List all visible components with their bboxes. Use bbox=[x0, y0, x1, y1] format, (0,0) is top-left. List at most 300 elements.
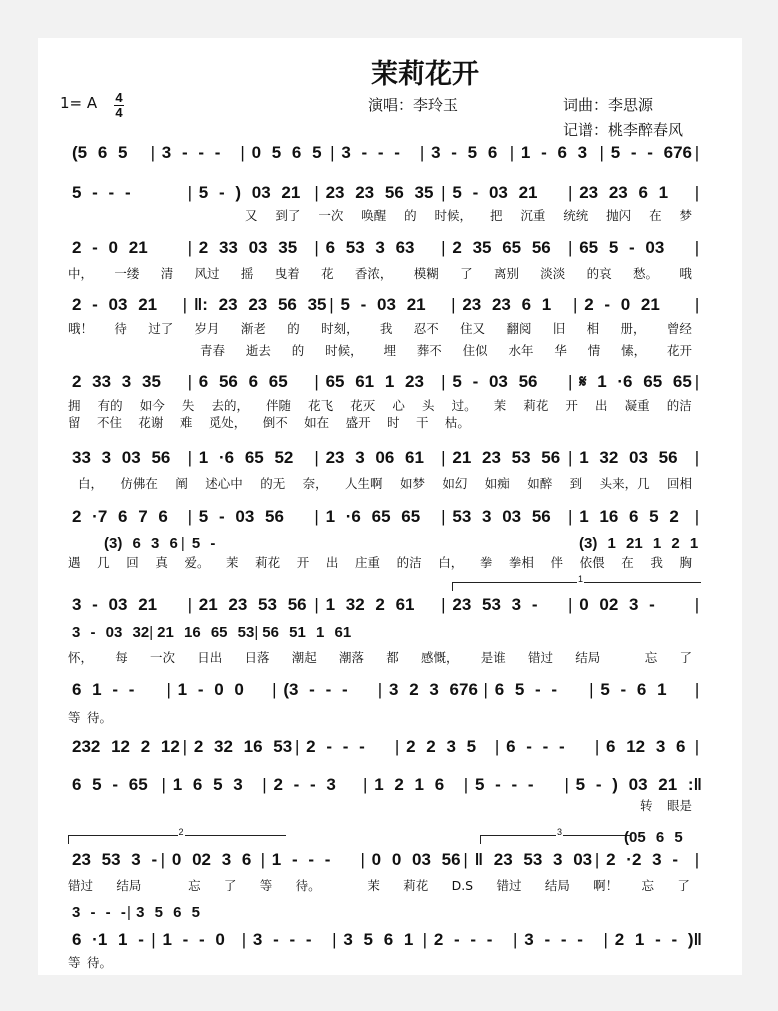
bar-line: | bbox=[260, 850, 265, 869]
measure: 2 - 03 21 bbox=[72, 295, 158, 314]
lyric-word: 曾经 bbox=[666, 321, 692, 336]
measure: 1 - - 0 bbox=[162, 930, 225, 949]
bar-line: | bbox=[262, 775, 267, 794]
lyric-word: 头来，几 bbox=[599, 476, 650, 491]
bar-line: | bbox=[694, 183, 700, 202]
measure: 2 - 0 21 bbox=[584, 295, 660, 314]
composer-credit: 词曲：李思源 bbox=[563, 96, 654, 114]
lyric-word: 啊！ bbox=[593, 878, 619, 893]
measure: 6 - - - bbox=[506, 737, 565, 756]
bar-line: | bbox=[166, 680, 171, 699]
lyric-word: 待。 bbox=[86, 710, 112, 725]
lyric-word: 拳相 bbox=[508, 555, 534, 570]
bar-line: | bbox=[594, 737, 600, 756]
measure: 23 3 06 61 bbox=[325, 448, 424, 467]
bar-line: | bbox=[377, 680, 383, 699]
bar-line: | bbox=[694, 295, 700, 314]
measure: (3) 1 21 1 2 1 bbox=[579, 534, 699, 552]
bar-line: | bbox=[441, 238, 446, 257]
lyric-word: 一缕 bbox=[114, 266, 140, 281]
bar-line: | bbox=[451, 295, 456, 314]
measure: 3 5 6 5 bbox=[136, 903, 200, 921]
bar-line: | bbox=[187, 183, 192, 202]
bar-line: | bbox=[594, 850, 600, 869]
lyric-word: 错过 bbox=[496, 878, 522, 893]
measure: 2 32 16 53 bbox=[193, 737, 293, 756]
bar-line: | bbox=[314, 595, 319, 614]
lyrics-line bbox=[78, 472, 692, 494]
bar-line: | bbox=[694, 850, 700, 869]
lyric-word: 中， bbox=[68, 266, 94, 281]
lyric-word: 待。 bbox=[86, 955, 112, 970]
lyric-word: 的 bbox=[291, 343, 305, 358]
lyric-word: 风过 bbox=[194, 266, 220, 281]
bar-line: | bbox=[567, 448, 573, 467]
lyric-word: 住似 bbox=[462, 343, 488, 358]
lyric-word: 的 bbox=[287, 321, 300, 336]
lyric-word: 埋 bbox=[383, 343, 396, 358]
bar-line: | bbox=[182, 737, 188, 756]
lyric-word: 了 bbox=[679, 650, 692, 665]
lyrics-line bbox=[640, 794, 692, 816]
notation-line bbox=[68, 849, 702, 871]
lyric-word: 心 bbox=[392, 398, 405, 413]
lyric-word: 渐老 bbox=[240, 321, 266, 336]
bar-line: | bbox=[180, 534, 185, 552]
lyric-word: 头 bbox=[421, 398, 435, 413]
lyric-word: 的无 bbox=[260, 476, 286, 491]
bar-line: | bbox=[394, 737, 400, 756]
measure: 65 61 1 23 bbox=[325, 372, 424, 391]
song-title: 茉莉花开 bbox=[371, 59, 479, 90]
measure: 5 - 03 21 bbox=[452, 183, 538, 202]
bar-line: | bbox=[567, 507, 573, 526]
bar-line: | bbox=[441, 183, 446, 202]
lyric-word: 伴随 bbox=[266, 398, 292, 413]
bar-line: | bbox=[694, 507, 700, 526]
measure: 6 12 3 6 bbox=[606, 737, 686, 756]
lyric-word: 如在 bbox=[304, 415, 330, 430]
measure: 1 ·6 65 52 bbox=[198, 448, 294, 467]
lyric-word: 一次 bbox=[318, 208, 344, 223]
bar-line: | bbox=[187, 595, 192, 614]
measure: 1 2 1 6 bbox=[374, 775, 445, 794]
bar-line: | bbox=[187, 238, 192, 257]
measure: 5 - 03 56 bbox=[452, 372, 538, 391]
bar-line: | bbox=[149, 623, 154, 641]
measure: 3 - 03 32 bbox=[72, 623, 150, 641]
lyric-word: 如醉 bbox=[527, 476, 553, 491]
bar-line: | bbox=[294, 737, 300, 756]
lyric-word: 眼是 bbox=[666, 798, 692, 813]
measure: 23 23 6 1 bbox=[462, 295, 552, 314]
lyrics-line bbox=[68, 317, 692, 339]
measure: 3 5 6 1 bbox=[343, 930, 414, 949]
volta-bracket-3 bbox=[480, 827, 631, 844]
lyric-word: 了 bbox=[223, 878, 237, 893]
measure: 5 - - 676 bbox=[610, 143, 692, 162]
lyric-word: 摇 bbox=[240, 266, 254, 281]
measure: 232 12 2 12 bbox=[72, 737, 180, 756]
lyric-word: 淡淡 bbox=[540, 266, 566, 281]
measure: 3 - 03 21 bbox=[72, 595, 158, 614]
lyrics-line bbox=[68, 411, 470, 433]
measure: 2 - - - bbox=[433, 930, 493, 949]
lyric-word: 潮起 bbox=[291, 650, 317, 665]
bar-line: | bbox=[314, 448, 319, 467]
notation-line bbox=[68, 929, 702, 951]
bar-line: | bbox=[694, 143, 700, 162]
lyric-word: 等 bbox=[259, 878, 273, 893]
lyric-word: 抛闪 bbox=[606, 208, 632, 223]
bar-line: | bbox=[441, 595, 446, 614]
notation-line bbox=[68, 736, 702, 758]
notation-line bbox=[68, 142, 702, 164]
lyric-word: 忘 bbox=[644, 650, 658, 665]
bar-line: | bbox=[182, 295, 188, 314]
bar-line: | bbox=[314, 507, 319, 526]
measure: 2 1 - - )‖ bbox=[614, 930, 702, 949]
lyrics-line bbox=[68, 646, 692, 668]
lyric-word: 胸 bbox=[679, 555, 692, 570]
lyric-word: 真 bbox=[155, 555, 168, 570]
lyric-word: 茉 bbox=[367, 878, 380, 893]
measure: 2 ·7 6 7 6 bbox=[72, 507, 168, 526]
measure: (3) 6 3 6 bbox=[104, 534, 178, 552]
measure: (3 - - - bbox=[283, 680, 348, 699]
volta-label: 3 bbox=[557, 827, 563, 837]
measure: 23 23 56 35 bbox=[325, 183, 434, 202]
lyric-word: 日出 bbox=[197, 650, 223, 665]
lyric-word: 都 bbox=[386, 650, 399, 665]
lyric-word: 仿佛在 bbox=[120, 476, 158, 491]
bar-line: | bbox=[151, 930, 156, 949]
measure: 6 5 - 65 bbox=[72, 775, 148, 794]
lyric-word: 错过 bbox=[68, 878, 94, 893]
measure: 2 - - - bbox=[306, 737, 365, 756]
lyric-word: 曳着 bbox=[274, 266, 300, 281]
lyric-word: 怀， bbox=[68, 650, 94, 665]
time-signature-bottom: 4 bbox=[115, 105, 123, 120]
bar-line: | bbox=[272, 680, 277, 699]
bar-line: | bbox=[422, 930, 428, 949]
measure: 65 5 - 03 bbox=[579, 238, 665, 257]
lyrics-line bbox=[68, 874, 690, 896]
lyric-word: 在 bbox=[621, 555, 634, 570]
bar-line: | bbox=[314, 183, 319, 202]
lyric-word: 时刻， bbox=[321, 321, 359, 336]
bar-line: | bbox=[494, 737, 500, 756]
lyric-word: 我 bbox=[650, 555, 663, 570]
lyric-word: 莉花 bbox=[255, 555, 281, 570]
volta-label: 2 bbox=[178, 827, 184, 837]
notation-line bbox=[68, 294, 702, 316]
measure: 3 2 3 676 bbox=[389, 680, 478, 699]
lyric-word: 忘 bbox=[188, 878, 201, 893]
bar-line: | bbox=[362, 775, 368, 794]
lyric-word: 盛开 bbox=[345, 415, 371, 430]
lyric-word: 庄重 bbox=[354, 555, 380, 570]
lyric-word: 几 bbox=[97, 555, 110, 570]
lyric-word: 到了 bbox=[275, 208, 301, 223]
bar-line: | bbox=[694, 595, 700, 614]
lyric-word: 人生啊 bbox=[345, 476, 383, 491]
lyric-word: 青春 bbox=[200, 343, 226, 358]
notation-line bbox=[68, 182, 702, 204]
lyric-word: 旧 bbox=[552, 321, 566, 336]
measure: 5 - ) 03 21 bbox=[198, 183, 301, 202]
lyric-word: 相 bbox=[586, 321, 600, 336]
bar-line: | bbox=[463, 850, 468, 869]
bar-line: | bbox=[254, 623, 259, 641]
harmony-notation-line bbox=[620, 826, 702, 848]
harmony-notation-line bbox=[68, 621, 352, 643]
bar-line: | bbox=[314, 238, 319, 257]
lyric-word: 感慨， bbox=[421, 650, 459, 665]
bar-line: | bbox=[694, 372, 700, 391]
lyric-word: 是谁 bbox=[480, 650, 506, 665]
volta-label: 1 bbox=[578, 574, 584, 584]
lyric-word: 出 bbox=[325, 555, 339, 570]
bar-line: | bbox=[483, 680, 488, 699]
lyric-word: 爱。 bbox=[184, 555, 210, 570]
lyric-word: D.S bbox=[451, 877, 474, 893]
notation-line bbox=[68, 679, 702, 701]
lyric-word: 时 bbox=[387, 415, 400, 430]
lyric-word: 的洁 bbox=[396, 555, 422, 570]
lyric-word: 失 bbox=[181, 398, 195, 413]
lyric-word: 结局 bbox=[544, 878, 570, 893]
lyric-word: 去的， bbox=[211, 398, 249, 413]
measure: 5 - - - bbox=[72, 183, 131, 202]
lyric-word: 我 bbox=[379, 321, 393, 336]
lyric-word: 茉 bbox=[493, 398, 507, 413]
bar-line: | bbox=[127, 903, 131, 921]
measure: 2 33 3 35 bbox=[72, 372, 161, 391]
measure: 5 - bbox=[191, 534, 216, 552]
measure: (5 6 5 bbox=[72, 143, 128, 162]
time-signature bbox=[114, 92, 124, 119]
lyric-word: 等 bbox=[68, 710, 81, 725]
harmony-notation-line bbox=[68, 901, 200, 923]
lyric-word: 结局 bbox=[575, 650, 601, 665]
measure: 2 - 0 21 bbox=[72, 238, 148, 257]
lyric-word: 时候， bbox=[325, 343, 363, 358]
measure: 0 0 03 56 bbox=[371, 850, 461, 869]
bar-line: | bbox=[187, 372, 192, 391]
lyrics-line bbox=[200, 339, 692, 361]
lyric-word: 白， bbox=[438, 555, 464, 570]
lyric-word: 回相 bbox=[666, 476, 692, 491]
bar-line: | bbox=[161, 775, 166, 794]
measure: 53 3 03 56 bbox=[452, 507, 551, 526]
bar-line: | bbox=[509, 143, 515, 162]
lyric-word: 过。 bbox=[451, 398, 477, 413]
lyric-word: 待。 bbox=[295, 878, 321, 893]
measure: 2 - - 3 bbox=[273, 775, 336, 794]
bar-line: | bbox=[694, 448, 700, 467]
notation-line bbox=[68, 594, 702, 616]
lyric-word: 忍不 bbox=[413, 321, 439, 336]
lyric-word: 倒不 bbox=[262, 415, 288, 430]
lyric-word: 日落 bbox=[244, 650, 270, 665]
lyric-word: 翻阅 bbox=[506, 321, 532, 336]
lyric-word: 的洁 bbox=[666, 398, 692, 413]
notation-line bbox=[68, 371, 702, 393]
lyric-word: 在 bbox=[649, 208, 662, 223]
measure: 6 5 - - bbox=[494, 680, 558, 699]
lyric-word: 奈， bbox=[302, 476, 328, 491]
measure: 0 02 3 6 bbox=[171, 850, 252, 869]
singer-credit: 演唱：李玲玉 bbox=[368, 96, 459, 114]
bar-line: | bbox=[603, 930, 608, 949]
measure: 1 ·6 65 65 bbox=[325, 507, 421, 526]
lyric-word: 述心中 bbox=[205, 476, 243, 491]
lyric-word: 花灭 bbox=[350, 398, 376, 413]
lyric-word: 哦！ bbox=[68, 321, 94, 336]
measure: 3 - - - bbox=[524, 930, 583, 949]
bar-line: | bbox=[694, 680, 700, 699]
measure: 1 - 6 3 bbox=[520, 143, 588, 162]
lyric-word: 依偎 bbox=[579, 555, 605, 570]
measure: 21 16 65 53 bbox=[157, 623, 255, 641]
lyric-word: 伴 bbox=[550, 555, 564, 570]
measure: 6 56 6 65 bbox=[198, 372, 288, 391]
lyric-word: 了 bbox=[677, 878, 690, 893]
lyric-word: 时候， bbox=[434, 208, 473, 223]
lyric-word: 到 bbox=[569, 476, 583, 491]
bar-line: | bbox=[567, 238, 573, 257]
lyric-word: 葬不 bbox=[416, 343, 442, 358]
measure: 3 - - - bbox=[161, 143, 221, 162]
lyric-word: 如梦 bbox=[399, 476, 425, 491]
measure: 23 53 3 - bbox=[72, 850, 158, 869]
lyric-word: 开 bbox=[296, 555, 310, 570]
measure: 6 53 3 63 bbox=[325, 238, 415, 257]
bar-line: | bbox=[187, 507, 192, 526]
lyric-word: 凝重 bbox=[624, 398, 650, 413]
lyric-word: 有的 bbox=[97, 398, 123, 413]
lyric-word: 的 bbox=[404, 208, 417, 223]
lyric-word: 愁。 bbox=[632, 266, 658, 281]
lyric-word: 模糊 bbox=[413, 266, 439, 281]
measure: 5 - 6 1 bbox=[600, 680, 667, 699]
bar-line: | bbox=[330, 143, 335, 162]
lyric-word: 难 bbox=[179, 415, 193, 430]
bar-line: | bbox=[187, 448, 192, 467]
bar-line: | bbox=[567, 595, 573, 614]
bar-line: | bbox=[599, 143, 604, 162]
notation-line bbox=[68, 774, 702, 796]
transcriber-credit: 记谱：桃李醉春风 bbox=[563, 121, 684, 139]
bar-line: | bbox=[314, 372, 319, 391]
lyric-word: 茉 bbox=[226, 555, 239, 570]
lyric-word: 离别 bbox=[493, 266, 519, 281]
lyric-word: 沉重 bbox=[520, 208, 546, 223]
lyric-word: 潮落 bbox=[339, 650, 365, 665]
bar-line: | bbox=[160, 850, 166, 869]
lyric-word: 华 bbox=[554, 343, 567, 358]
measure: 23 23 6 1 bbox=[579, 183, 669, 202]
measure: 0 02 3 - bbox=[579, 595, 655, 614]
measure: ‖ 23 53 3 03 bbox=[474, 850, 593, 869]
lyrics-line bbox=[245, 204, 692, 226]
measure: 2 35 65 56 bbox=[452, 238, 551, 257]
lyric-word: 莉花 bbox=[523, 398, 549, 413]
bar-line: | bbox=[564, 775, 569, 794]
measure: 5 - 03 56 bbox=[198, 507, 284, 526]
bar-line: | bbox=[572, 295, 578, 314]
bar-line: | bbox=[441, 507, 446, 526]
measure: 5 - ) 03 21 :‖ bbox=[575, 775, 703, 794]
lyric-word: 阐 bbox=[175, 476, 188, 491]
bar-line: | bbox=[240, 143, 245, 162]
bar-line: | bbox=[589, 680, 594, 699]
measure: 6 1 - - bbox=[72, 680, 135, 699]
lyric-word: 莉花 bbox=[403, 878, 429, 893]
lyric-word: 如今 bbox=[139, 398, 165, 413]
lyric-word: 过了 bbox=[148, 321, 174, 336]
lyric-word: 岁月 bbox=[194, 321, 220, 336]
measure: 1 6 5 3 bbox=[172, 775, 243, 794]
measure: 0 5 6 5 bbox=[251, 143, 322, 162]
lyric-word: 又 bbox=[245, 208, 258, 223]
measure: 5 - 03 21 bbox=[340, 295, 426, 314]
measure: 21 23 53 56 bbox=[198, 595, 307, 614]
lyric-word: 开 bbox=[565, 398, 578, 413]
lyric-word: 统统 bbox=[563, 208, 589, 223]
bar-line: | bbox=[513, 930, 518, 949]
measure: 21 23 53 56 bbox=[452, 448, 561, 467]
lyric-word: 不住 bbox=[96, 415, 122, 430]
volta-bracket-1 bbox=[452, 574, 701, 591]
lyrics-line bbox=[68, 706, 112, 728]
measure: 1 32 03 56 bbox=[579, 448, 678, 467]
lyric-word: 忘 bbox=[641, 878, 655, 893]
lyric-word: 住又 bbox=[460, 321, 486, 336]
time-signature-top: 4 bbox=[115, 90, 123, 105]
measure: 2 ·2 3 - bbox=[606, 850, 678, 869]
lyric-word: 册， bbox=[620, 321, 646, 336]
lyric-word: 愫， bbox=[621, 343, 647, 358]
measure: 1 - - - bbox=[271, 850, 331, 869]
notation-line bbox=[68, 447, 702, 469]
lyric-word: 梦 bbox=[679, 208, 692, 223]
lyric-word: 等 bbox=[68, 955, 81, 970]
lyric-word: 了 bbox=[460, 266, 473, 281]
bar-line: | bbox=[150, 143, 155, 162]
measure: 56 51 1 61 bbox=[262, 623, 352, 641]
lyric-word: 花 bbox=[321, 266, 334, 281]
lyric-word: 遇 bbox=[68, 555, 81, 570]
measure: 2 2 3 5 bbox=[406, 737, 477, 756]
lyric-word: 待 bbox=[114, 321, 127, 336]
bar-line: | bbox=[360, 850, 365, 869]
lyric-word: 回 bbox=[126, 555, 139, 570]
lyric-word: 枯。 bbox=[444, 415, 470, 430]
measure: 1 16 6 5 2 bbox=[579, 507, 679, 526]
measure: 3 - - - bbox=[252, 930, 312, 949]
lyric-word: 错过 bbox=[528, 650, 554, 665]
measure: 33 3 03 56 bbox=[72, 448, 171, 467]
lyric-word: 花飞 bbox=[308, 398, 334, 413]
measure: 3 - - - bbox=[341, 143, 400, 162]
measure: 23 53 3 - bbox=[452, 595, 538, 614]
measure: 3 - - - bbox=[72, 903, 126, 921]
lyric-word: 水年 bbox=[508, 343, 534, 358]
bar-line: | bbox=[463, 775, 469, 794]
lyric-word: 拳 bbox=[479, 555, 493, 570]
